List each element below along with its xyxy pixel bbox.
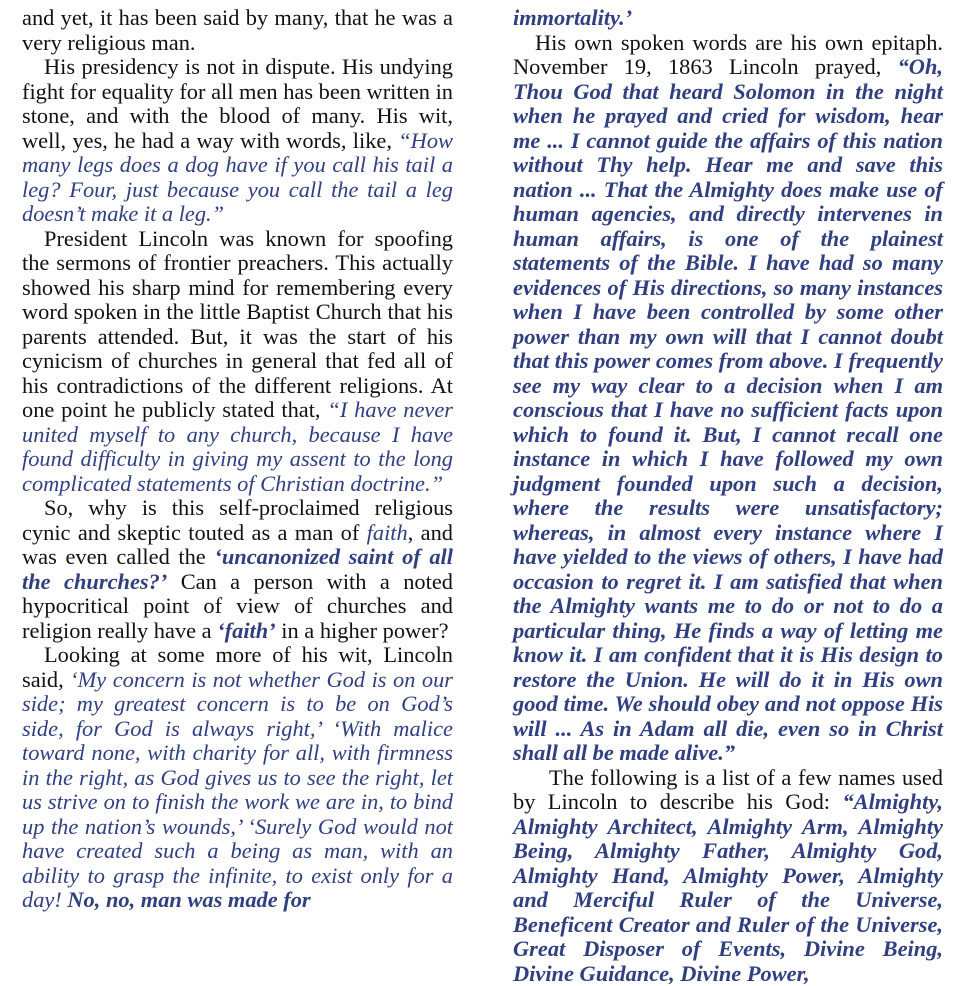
quote-text: “Almighty, Almighty Architect, Almighty Arm, Almighty Being, Almighty Father, Almighty God, Almighty Hand, Almighty Power, Almighty and Merciful Ruler of the Universe, Beneficent Creator and Ruler of the Universe, Great Disposer of Events, Divine Being, Divine Guidance, Divine Power, <box>513 789 943 986</box>
paragraph <box>22 227 453 497</box>
quote-text: “How many legs does a dog have if you call his tail a leg? Four, just because you call the tail a leg doesn’t make it a leg.” <box>22 128 453 227</box>
paragraph-text: The following is a list of a few names used by Lincoln to describe his God: <box>513 765 943 815</box>
quote-text: ‘uncanonized saint of all the churches?’ <box>22 544 453 594</box>
quote-text: immortality.’ <box>513 5 632 30</box>
paragraph <box>22 643 453 913</box>
paragraph-text: and yet, it has been said by many, that he was a very religious man. <box>22 5 453 55</box>
paragraph-text: , and was even called the <box>22 520 453 570</box>
paragraph-text: Looking at some more of his wit, Lincoln said, <box>22 642 453 692</box>
quote-text: “Oh, Thou God that heard Solomon in the night when he prayed and cried for wisdom, hear me ... I cannot guide the affairs of this nation without Thy help. Hear me and save this nation ... That the Almighty does make use of human agencies, and directly intervenes in human affairs, is one of the plainest statements of the Bible. I have had so many evidences of His directions, so many instances when I have been controlled by some other power than my own will that I cannot doubt that this power comes from above. I frequently see my way clear to a decision when I am conscious that I have no sufficient facts upon which to found it. But, I cannot recall one instance in which I have followed my own judgment founded upon such a decision, where the results were unsatisfactory; whereas, in almost every instance where I have yielded to the views of others, I have had occasion to regret it. I am satisfied that when the Almighty wants me to do or not to do a particular thing, He finds a way of letting me know it. I am confident that it is His design to restore the Union. He will do it in His own good time. We should obey and not oppose His will ... As in Adam all die, even so in Christ shall all be made alive.” <box>513 54 943 765</box>
paragraph <box>513 766 943 986</box>
paragraph <box>22 55 453 227</box>
quote-text: “I have never united myself to any church, because I have found difficulty in giving my assent to the long complicated statements of Christian doctrine.” <box>22 397 453 496</box>
quote-text: ‘faith’ <box>217 618 275 643</box>
quote-text: faith <box>367 520 408 545</box>
paragraph-text: in a higher power? <box>276 618 449 643</box>
paragraph-text: His presidency is not in dispute. His undying fight for equality for all men has been written in stone, and with the blood of many. His wit, well, yes, he had a way with words, like, <box>22 54 453 153</box>
paragraph-text: President Lincoln was known for spoofing the sermons of frontier preachers. This actually showed his sharp mind for remembering every word spoken in the little Baptist Church that his parents attended. But, it was the start of his cynicism of churches in general that fed all of his contradictions of the different religions. At one point he publicly stated that, <box>22 226 453 423</box>
left-column <box>22 6 453 913</box>
paragraph <box>22 496 453 643</box>
right-column <box>513 6 943 986</box>
paragraph <box>513 31 943 766</box>
paragraph <box>22 6 453 55</box>
paragraph-text: So, why is this self-proclaimed religious cynic and skeptic touted as a man of <box>22 495 453 545</box>
paragraph-text: His own spoken words are his own epitaph. November 19, 1863 Lincoln prayed, <box>513 30 943 80</box>
paragraph <box>513 6 943 31</box>
quote-text: ‘My concern is not whether God is on our side; my greatest concern is to be on God’s side, for God is always right,’ ‘With malice toward none, with charity for all, with firmness in the right, as God gives us to see the right, let us strive on to finish the work we are in, to bind up the nation’s wounds,’ ‘Surely God would not have created such a being as man, with an ability to grasp the infinite, to exist only for a day! <box>22 667 453 913</box>
paragraph-text: Can a person with a noted hypocritical point of view of churches and religion really have a <box>22 569 453 643</box>
quote-text: No, no, man was made for <box>67 887 310 912</box>
